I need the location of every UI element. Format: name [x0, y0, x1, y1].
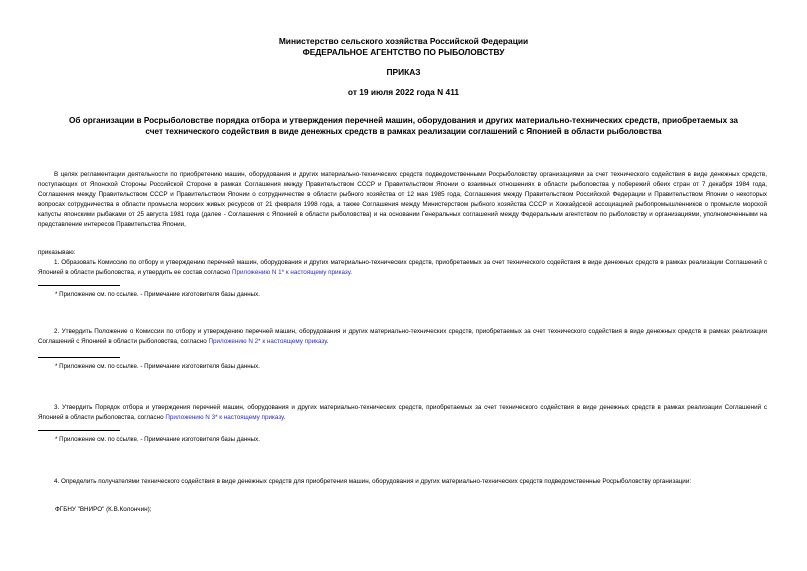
order-item-1-text: 1. Образовать Комиссию по отбору и утверждению перечней машин, оборудования и других материально-технических средств, приобретаемых за счет технического содействия в виде денежных средств в рамках реализации Соглашений с Японией в области рыболовства, и утвердить ее состав согласно [38, 259, 767, 277]
document-title-line-1: Об организации в Росрыболовстве порядка отбора и утверждения перечней машин, оборудования и других материально-технических средств, приобретаемых за [69, 116, 738, 125]
document-title-line-2: счет технического содействия в виде денежных средств в рамках реализации соглашений с Японией в области рыболовства [145, 127, 662, 136]
footnote-divider-2 [38, 357, 120, 358]
footnote-3: * Приложение см. по ссылке. - Примечание изготовителя базы данных. [55, 436, 260, 443]
order-item-4: 4. Определить получателями технического содействия в виде денежных средств для приобретения машин, оборудования и других материально-технических средств подведомственные Росрыболовству организации: [54, 478, 692, 485]
order-item-1-tail: . [350, 269, 352, 277]
order-item-1 [38, 258, 767, 278]
order-item-3-tail: . [283, 414, 286, 422]
appendix-2-link[interactable]: Приложению N 2* к настоящему приказу [208, 338, 327, 346]
ministry-name: Министерство сельского хозяйства Российской Федерации [278, 36, 529, 46]
order-word: приказываю: [38, 249, 76, 256]
footnote-divider-3 [38, 430, 120, 431]
document-type: ПРИКАЗ [386, 67, 421, 77]
footnote-1: * Приложение см. по ссылке. - Примечание изготовителя базы данных. [55, 291, 260, 298]
order-item-2-text: 2. Утвердить Положение о Комиссии по отбору и утверждению перечней машин, оборудования и других материально-технических средств, приобретаемых за счет технического содействия в виде денежных средств в рамках реализации Соглашений с Японией в области рыболовства, согласно [38, 328, 767, 346]
appendix-1-link[interactable]: Приложению N 1* к настоящему приказу [231, 269, 351, 277]
order-item-3 [38, 403, 767, 423]
order-item-3-text: 3. Утвердить Порядок отбора и утверждения перечней машин, оборудования и других материально-технических средств, приобретаемых за счет технического содействия в виде денежных средств в рамках реализации Соглашений с Японией в области рыболовства, согласно [38, 404, 767, 422]
order-item-2 [38, 327, 767, 347]
order-item-2-tail: . [326, 338, 329, 346]
recipient-vniro: ФГБНУ "ВНИРО" (К.В.Колончин); [55, 506, 152, 513]
document-date-number: от 19 июля 2022 года N 411 [347, 87, 460, 97]
agency-name: ФЕДЕРАЛЬНОЕ АГЕНТСТВО ПО РЫБОЛОВСТВУ [302, 47, 505, 57]
footnote-2: * Приложение см. по ссылке. - Примечание изготовителя базы данных. [55, 363, 260, 370]
preamble-paragraph: В целях регламентации деятельности по приобретению машин, оборудования и других материально-технических средств подведомственными Росрыболовству организациями за счет технического содействия в виде денежных средств, поступающих от Японской Стороны Российской Стороне в рамках Соглашения между Правительством СССР и Правительством Японии о взаимных отношениях в области рыболовства у побережий обеих стран от 7 декабря 1984 года, Соглашения между Правительством СССР и Правительством Японии о сотрудничестве в области рыбного хозяйства от 12 мая 1985 года, Соглашения между Правительством Российской Федерации и Правительством Японии о некоторых вопросах сотрудничества в области промысла морских живых ресурсов от 21 февраля 1998 года, а также Соглашения между Министерством рыбного хозяйства СССР и Хоккайдской ассоциацией рыбопромышленников о промысле морской капусты японскими рыбаками от 25 августа 1981 года (далее - Соглашения с Японией в области рыболовства) и на основании Генеральных соглашений между Федеральным агентством по рыболовству и организациями, уполномоченными на представление интересов Правительства Японии, [38, 171, 767, 229]
appendix-3-link[interactable]: Приложению N 3* к настоящему приказу [165, 414, 284, 422]
footnote-divider-1 [38, 285, 120, 286]
